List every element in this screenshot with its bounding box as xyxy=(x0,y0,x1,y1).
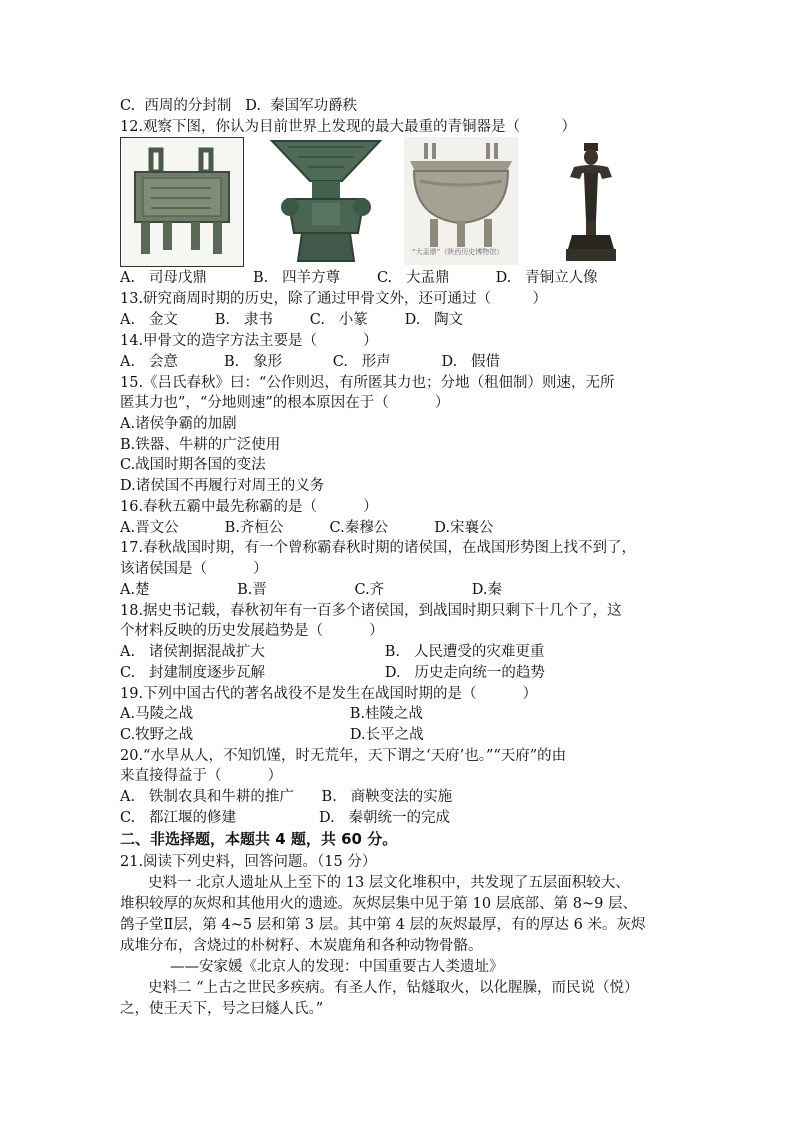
q14-stem: 14.甲骨文的造字方法主要是（ ） xyxy=(120,333,378,349)
q14-options: A. 会意 B. 象形 C. 形声 D. 假借 xyxy=(120,354,501,370)
q19-stem: 19.下列中国古代的著名战役不是发生在战国时期的是（ ） xyxy=(120,686,538,702)
q20-stem-line1: 20.“水旱从人，不知饥馑，时无荒年，天下谓之‘天府’也。”“天府”的由 xyxy=(120,748,567,764)
source-two-line1: 史料二 “上古之世民多疾病。有圣人作，钻燧取火，以化腥臊，而民说（悦） xyxy=(148,980,639,996)
q18-stem-line2: 个材料反映的历史发展趋势是（ ） xyxy=(120,623,384,639)
image-siyang-fangzun xyxy=(268,137,384,265)
image-dayu-ding xyxy=(404,137,518,265)
image-caption: “大盂鼎”（陕西历史博物馆） xyxy=(412,248,504,256)
q20-options-ab: A. 铁制农具和牛耕的推广 B. 商鞅变法的实施 xyxy=(120,789,453,805)
q15-option-c: C.战国时期各国的变法 xyxy=(120,457,266,473)
section-heading: 二、非选择题，本题共 4 题，共 60 分。 xyxy=(120,830,398,848)
q17-options: A.楚 B.晋 C.齐 D.秦 xyxy=(120,582,502,598)
q18-options-ab: A. 诸侯割据混战扩大 B. 人民遭受的灾难更重 xyxy=(120,644,545,660)
q13-stem: 13.研究商周时期的历史，除了通过甲骨文外，还可通过（ ） xyxy=(120,291,548,307)
image-simuwu-ding xyxy=(120,137,244,267)
q16-stem: 16.春秋五霸中最先称霸的是（ ） xyxy=(120,499,378,515)
source-one-line3: 鸽子堂Ⅱ层，第 4~5 层和第 3 层。其中第 4 层的灰烬最厚，有的厚达 6 米。灰烬 xyxy=(120,917,646,933)
q15-option-b: B.铁器、牛耕的广泛使用 xyxy=(120,437,281,453)
q16-options: A.晋文公 B.齐桓公 C.秦穆公 D.宋襄公 xyxy=(120,520,494,536)
q15-option-d: D.诸侯国不再履行对周王的义务 xyxy=(120,478,325,494)
q18-options-cd: C. 封建制度逐步瓦解 D. 历史走向统一的趋势 xyxy=(120,665,545,681)
q19-options-ab: A.马陵之战 B.桂陵之战 xyxy=(120,706,424,722)
q19-options-cd: C.牧野之战 D.长平之战 xyxy=(120,727,424,743)
q13-options: A. 金文 B. 隶书 C. 小篆 D. 陶文 xyxy=(120,312,464,328)
source-one-line4: 成堆分布，含烧过的朴树籽、木炭鹿角和各种动物骨骼。 xyxy=(120,938,483,954)
source-one-line2: 堆积较厚的灰烬和其他用火的遗迹。灰烬层集中见于第 10 层底部、第 8~9 层、 xyxy=(120,896,637,912)
image-bronze-standing-figure xyxy=(560,137,624,265)
source-one-line1: 史料一 北京人遗址从上至下的 13 层文化堆积中，共发现了五层面积较大、 xyxy=(148,875,630,891)
q21-stem: 21.阅读下列史料，回答问题。（15 分） xyxy=(120,854,377,870)
q17-stem-line1: 17.春秋战国时期，有一个曾称霸春秋时期的诸侯国，在战国形势图上找不到了， xyxy=(120,540,637,556)
q20-stem-line2: 来直接得益于（ ） xyxy=(120,768,283,784)
q11-options-cd: C. 西周的分封制 D. 秦国军功爵秩 xyxy=(120,98,358,114)
q15-stem-line1: 15.《吕氏春秋》曰：“公作则迟，有所匿其力也；分地（租佃制）则速，无所 xyxy=(120,375,615,391)
q12-stem: 12.观察下图，你认为目前世界上发现的最大最重的青铜器是（ ） xyxy=(120,119,577,135)
q12-options: A. 司母戊鼎 B. 四羊方尊 C. 大盂鼎 D. 青铜立人像 xyxy=(120,270,598,286)
q15-stem-line2: 匿其力也”，“分地则速”的根本原因在于（ ） xyxy=(120,395,450,411)
q20-options-cd: C. 都江堰的修建 D. 秦朝统一的完成 xyxy=(120,810,451,826)
q17-stem-line2: 该诸侯国是（ ） xyxy=(120,561,268,577)
source-one-citation: ——安家媛《北京人的发现：中国重要古人类遗址》 xyxy=(170,959,504,975)
q18-stem-line1: 18.据史书记载，春秋初年有一百多个诸侯国，到战国时期只剩下十几个了，这 xyxy=(120,603,622,619)
q15-option-a: A.诸侯争霸的加剧 xyxy=(120,416,237,432)
source-two-line2: 之，使王天下，号之曰燧人氏。” xyxy=(120,1001,324,1017)
